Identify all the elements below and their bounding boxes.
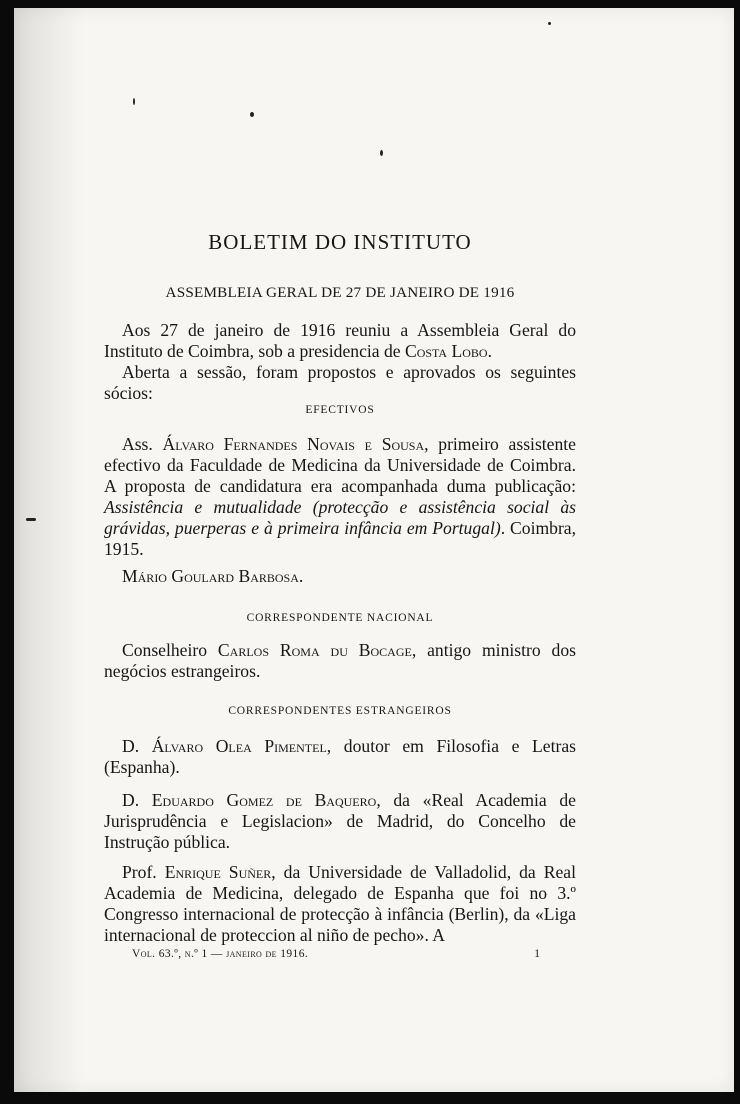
member-description: , doutor em Filosofia e Letras (Espanha).	[104, 736, 576, 777]
ink-speck	[133, 98, 135, 105]
intro-period: .	[487, 341, 492, 361]
page-title: BOLETIM DO INSTITUTO	[208, 230, 472, 254]
member-entry	[104, 434, 576, 560]
member-name: Álvaro Fernandes Novais e Sousa	[162, 434, 425, 454]
member-entry	[104, 566, 576, 587]
meeting-heading: ASSEMBLEIA GERAL DE 27 DE JANEIRO DE 1916	[165, 284, 515, 301]
member-name: Enrique Suñer	[164, 862, 272, 882]
ink-speck	[548, 22, 551, 25]
publication-title: Assistência e mutualidade (protecção e assistência social às grávidas, puerperas e à primeira infância em Portugal)	[104, 497, 576, 538]
member-description: , primeiro assistente efectivo da Faculdade de Medicina da Universidade de Coimbra. A proposta de candidatura era acompanhada duma publicação:	[104, 434, 576, 496]
ink-speck	[26, 518, 36, 521]
section-heading-estrangeiros: CORRESPONDENTES ESTRANGEIROS	[228, 705, 452, 717]
page-number: 1	[534, 948, 540, 960]
member-period: .	[298, 566, 304, 586]
member-name: Carlos Roma du Bocage	[217, 640, 412, 660]
ink-speck	[380, 150, 383, 156]
member-description: , da Universidade de Valladolid, da Real Academia de Medicina, delegado de Espanha que foi no 3.º Congresso internacional de protecção à infância (Berlin), da «Liga internacional de proteccion al niño de pecho». A	[104, 862, 576, 945]
volume-info: Vol. 63.º, n.º 1 — janeiro de 1916.	[132, 948, 309, 960]
president-name: Costa Lobo	[404, 341, 488, 361]
member-name: Mário Goulard Barbosa	[122, 566, 299, 586]
member-entry	[104, 862, 576, 946]
intro-paragraph-2: Aberta a sessão, foram propostos e aprovados os seguintes sócios:	[104, 362, 576, 403]
member-entry	[104, 736, 576, 778]
member-name: Eduardo Gomez de Baquero	[151, 790, 377, 810]
member-entry	[104, 640, 576, 682]
member-entry	[104, 790, 576, 853]
section-heading-nacional: CORRESPONDENTE NACIONAL	[246, 612, 434, 624]
member-name: Álvaro Olea Pimentel	[151, 736, 327, 756]
intro-text: Aos 27 de janeiro de 1916 reuniu a Assembleia Geral do Instituto de Coimbra, sob a presidencia de	[104, 320, 576, 361]
member-prefix: Conselheiro	[122, 640, 218, 660]
member-description: , da «Real Academia de Jurisprudência e Legislacion» de Madrid, do Concelho de Instrução pública.	[104, 790, 576, 852]
member-description: , antigo ministro dos negócios estrangeiros.	[104, 640, 576, 681]
publication-place: . Coimbra, 1915.	[104, 518, 577, 559]
section-heading-efectivos: EFECTIVOS	[305, 404, 375, 416]
page-spine-shadow	[14, 8, 84, 1092]
member-prefix: D.	[122, 736, 152, 756]
intro-paragraph	[104, 320, 576, 362]
member-prefix: Ass.	[122, 434, 163, 454]
member-prefix: D.	[122, 790, 152, 810]
ink-speck	[250, 112, 254, 117]
member-prefix: Prof.	[122, 862, 165, 882]
